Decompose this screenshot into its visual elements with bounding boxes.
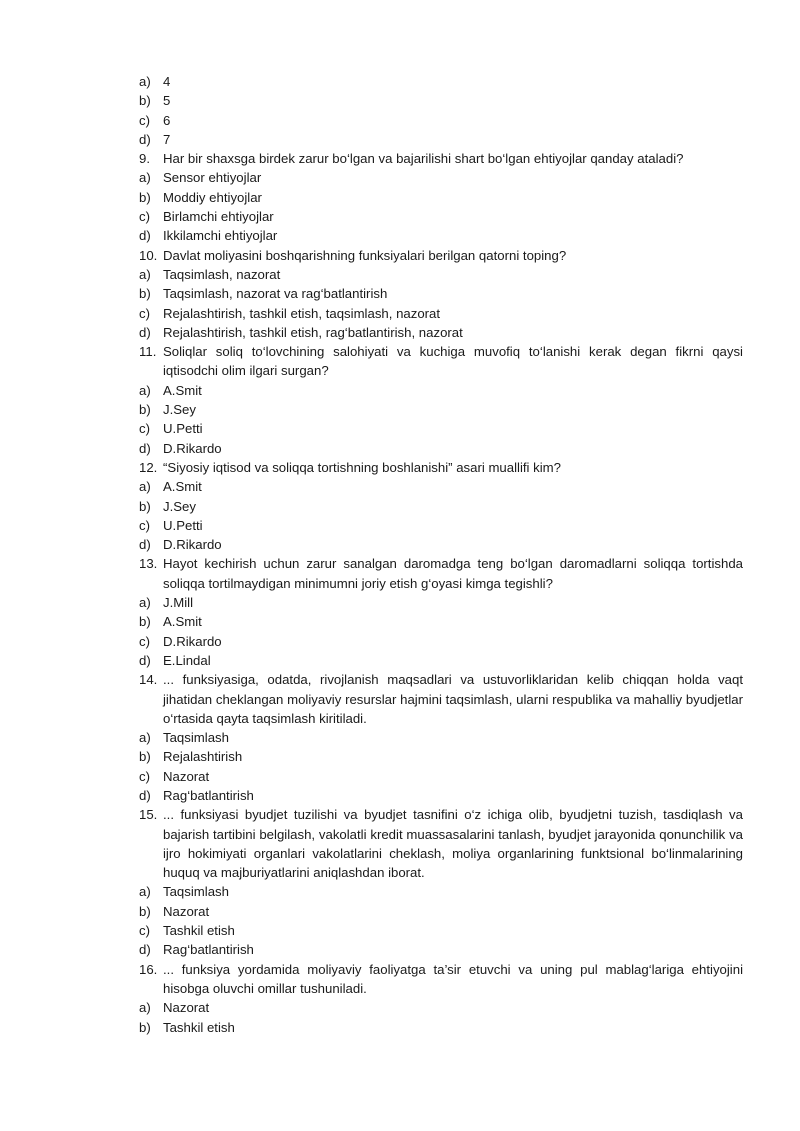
option-text: U.Petti (163, 517, 203, 533)
option-letter: c) (139, 112, 150, 128)
question-number: 10. (139, 247, 158, 263)
option-text: D.Rikardo (163, 537, 222, 553)
option-letter: a) (139, 595, 151, 611)
option-letter: c) (139, 633, 150, 649)
option-letter: b) (139, 93, 151, 109)
option-text: A.Smit (163, 479, 202, 495)
answer-option (139, 497, 743, 516)
option-text: Taqsimlash, nazorat (163, 266, 281, 282)
question-text: ... funksiya yordamida moliyaviy faoliyatga ta’sir etuvchi va uning pul mablag‘lariga ehtiyojini hisobga oluvchi omillar tushuniladi. (163, 961, 743, 996)
answer-option (139, 921, 743, 940)
answer-option (139, 168, 743, 187)
question-text: Soliqlar soliq to‘lovchining salohiyati va kuchiga muvofiq to‘lanishi kerak degan fikrni qaysi iqtisodchi olim ilgari surgan? (163, 344, 743, 379)
answer-option (139, 419, 743, 438)
answer-option (139, 747, 743, 766)
option-text: Rejalashtirish (163, 749, 243, 765)
option-text: E.Lindal (163, 652, 211, 668)
answer-option (139, 130, 743, 149)
option-letter: b) (139, 614, 151, 630)
option-letter: d) (139, 228, 151, 244)
answer-option (139, 786, 743, 805)
option-letter: b) (139, 286, 151, 302)
answer-option (139, 902, 743, 921)
question-item (139, 149, 743, 168)
answer-option (139, 226, 743, 245)
option-text: Rejalashtirish, tashkil etish, rag‘batlantirish, nazorat (163, 324, 463, 340)
option-text: A.Smit (163, 614, 202, 630)
option-text: 4 (163, 74, 171, 89)
question-text: Har bir shaxsga birdek zarur bo‘lgan va bajarilishi shart bo‘lgan ehtiyojlar qanday ataladi? (163, 151, 684, 167)
answer-option (139, 998, 743, 1017)
option-text: Tashkil etish (163, 923, 235, 939)
question-number: 11. (139, 344, 157, 360)
option-text: 7 (163, 131, 171, 147)
option-text: Taqsimlash (163, 730, 229, 746)
option-text: Ikkilamchi ehtiyojlar (163, 228, 278, 244)
option-text: A.Smit (163, 382, 202, 398)
question-item (139, 670, 743, 728)
question-item (139, 458, 743, 477)
option-text: Taqsimlash, nazorat va rag‘batlantirish (163, 286, 388, 302)
answer-option (139, 940, 743, 959)
question-number: 9. (139, 151, 150, 167)
question-number: 12. (139, 459, 158, 475)
option-letter: c) (139, 768, 150, 784)
option-letter: c) (139, 923, 150, 939)
answer-option (139, 91, 743, 110)
answer-option (139, 593, 743, 612)
option-text: U.Petti (163, 421, 203, 437)
option-text: Rag‘batlantirish (163, 787, 254, 803)
option-text: Sensor ehtiyojlar (163, 170, 262, 186)
option-text: D.Rikardo (163, 633, 222, 649)
option-letter: a) (139, 730, 151, 746)
answer-option (139, 265, 743, 284)
quiz-content (139, 72, 743, 1037)
answer-option (139, 651, 743, 670)
option-text: Nazorat (163, 1000, 210, 1016)
question-item (139, 805, 743, 882)
option-text: Rejalashtirish, tashkil etish, taqsimlash, nazorat (163, 305, 441, 321)
option-text: Nazorat (163, 768, 210, 784)
answer-option (139, 284, 743, 303)
answer-option (139, 72, 743, 91)
answer-option (139, 400, 743, 419)
answer-option (139, 728, 743, 747)
option-letter: b) (139, 749, 151, 765)
option-text: Nazorat (163, 903, 210, 919)
option-letter: d) (139, 440, 151, 456)
answer-option (139, 882, 743, 901)
option-letter: d) (139, 537, 151, 553)
option-letter: a) (139, 170, 151, 186)
option-letter: b) (139, 1019, 151, 1035)
answer-option (139, 767, 743, 786)
option-letter: c) (139, 517, 150, 533)
answer-option (139, 323, 743, 342)
option-text: Birlamchi ehtiyojlar (163, 209, 274, 225)
option-letter: c) (139, 421, 150, 437)
option-letter: a) (139, 884, 151, 900)
question-item (139, 960, 743, 999)
question-text: Hayot kechirish uchun zarur sanalgan daromadga teng bo‘lgan daromadlarni soliqqa tortishda soliqqa tortilmaydigan minimumni joriy etish g‘oyasi kimga tegishli? (163, 556, 743, 591)
option-text: Tashkil etish (163, 1019, 235, 1035)
option-letter: d) (139, 942, 151, 958)
option-letter: b) (139, 402, 151, 418)
answer-option (139, 381, 743, 400)
question-text: ... funksiyasi byudjet tuzilishi va byudjet tasnifini o‘z ichiga olib, byudjetni tuzish, tasdiqlash va bajarish tartibini belgilash, vakolatli kredit muassasalarini tanlash, byudjet jarayonida qonunchilik va ijro hokimiyati organlari vakolatlarini cheklash, moliya organlarining funktsional bo‘linmalarining huquq va majburiyatlarini aniqlashdan iborat. (163, 807, 743, 881)
question-item (139, 342, 743, 381)
option-letter: c) (139, 209, 150, 225)
option-letter: d) (139, 324, 151, 340)
answer-option (139, 188, 743, 207)
option-letter: a) (139, 479, 151, 495)
option-letter: a) (139, 1000, 151, 1016)
option-letter: b) (139, 189, 151, 205)
answer-option (139, 477, 743, 496)
question-number: 13. (139, 556, 158, 572)
answer-option (139, 1018, 743, 1037)
option-letter: b) (139, 903, 151, 919)
option-letter: a) (139, 266, 151, 282)
question-item (139, 554, 743, 593)
question-item (139, 246, 743, 265)
option-text: 6 (163, 112, 171, 128)
answer-option (139, 439, 743, 458)
option-text: J.Sey (163, 498, 196, 514)
option-letter: d) (139, 652, 151, 668)
question-number: 14. (139, 672, 158, 688)
option-letter: b) (139, 498, 151, 514)
option-text: Taqsimlash (163, 884, 229, 900)
answer-option (139, 111, 743, 130)
option-text: J.Sey (163, 402, 196, 418)
option-letter: d) (139, 131, 151, 147)
question-text: Davlat moliyasini boshqarishning funksiyalari berilgan qatorni toping? (163, 247, 567, 263)
question-text: “Siyosiy iqtisod va soliqqa tortishning boshlanishi” asari muallifi kim? (163, 459, 561, 475)
option-text: Moddiy ehtiyojlar (163, 189, 262, 205)
question-number: 15. (139, 807, 158, 823)
question-text: ... funksiyasiga, odatda, rivojlanish maqsadlari va ustuvorliklaridan kelib chiqqan holda vaqt jihatidan cheklangan moliyaviy resurslar hajmini taqsimlash, ularni respublika va mahalliy byudjetlar o‘rtasida qayta taqsimlash kiritiladi. (163, 672, 743, 726)
option-letter: a) (139, 382, 151, 398)
option-letter: c) (139, 305, 150, 321)
option-letter: a) (139, 74, 151, 89)
answer-option (139, 632, 743, 651)
option-text: Rag‘batlantirish (163, 942, 254, 958)
question-number: 16. (139, 961, 158, 977)
option-text: 5 (163, 93, 171, 109)
answer-option (139, 516, 743, 535)
option-letter: d) (139, 787, 151, 803)
option-text: D.Rikardo (163, 440, 222, 456)
option-text: J.Mill (163, 595, 194, 611)
answer-option (139, 612, 743, 631)
answer-option (139, 304, 743, 323)
answer-option (139, 207, 743, 226)
answer-option (139, 535, 743, 554)
